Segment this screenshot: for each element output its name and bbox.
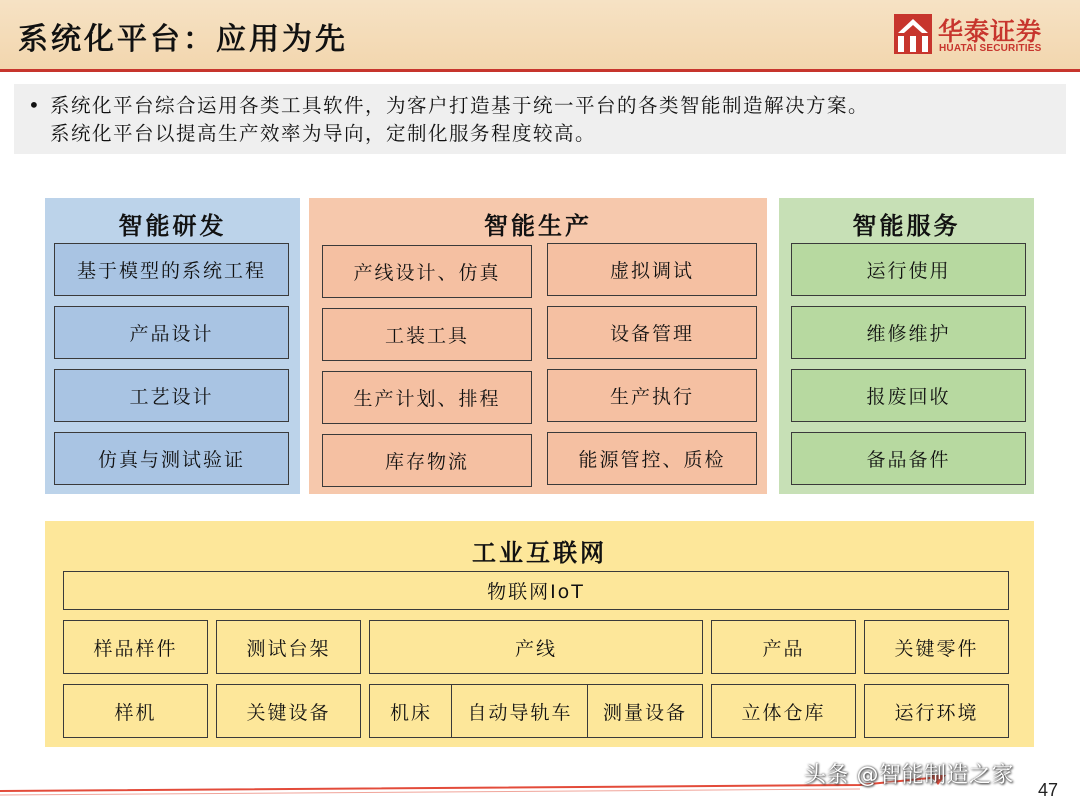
production-item: 能源管控、质检 xyxy=(547,432,757,485)
panel-smart-service xyxy=(779,198,1034,494)
panel-smart-production xyxy=(309,198,767,494)
iiot-row1-item: 产线 xyxy=(369,620,703,674)
intro-box xyxy=(14,84,1066,154)
iiot-row1-item: 产品 xyxy=(711,620,856,674)
production-item: 产线设计、仿真 xyxy=(322,245,532,298)
slide-header xyxy=(0,0,1080,72)
iot-bar: 物联网IoT xyxy=(63,571,1009,610)
service-item: 备品备件 xyxy=(791,432,1026,485)
panel-smart-rd xyxy=(45,198,300,494)
production-item: 虚拟调试 xyxy=(547,243,757,296)
production-item: 库存物流 xyxy=(322,434,532,487)
slide-title: 系统化平台：应用为先 xyxy=(18,22,348,57)
rd-item: 基于模型的系统工程 xyxy=(54,243,289,296)
production-item: 生产计划、排程 xyxy=(322,371,532,424)
logo-english-name: HUATAI SECURITIES xyxy=(939,43,1042,54)
intro-line-2: 系统化平台以提高生产效率为导向，定制化服务程度较高。 xyxy=(50,122,597,145)
iiot-row2-item: 测量设备 xyxy=(587,684,703,738)
production-item: 工装工具 xyxy=(322,308,532,361)
panel-industrial-internet xyxy=(45,521,1034,747)
iiot-row2-item: 立体仓库 xyxy=(711,684,856,738)
rd-item: 产品设计 xyxy=(54,306,289,359)
rd-item: 工艺设计 xyxy=(54,369,289,422)
iiot-row2-item: 机床 xyxy=(369,684,453,738)
iiot-row1-item: 样品样件 xyxy=(63,620,208,674)
watermark-text: 头条 @智能制造之家 xyxy=(804,763,1014,788)
iiot-row2-item: 关键设备 xyxy=(216,684,361,738)
page-number: 47 xyxy=(1038,780,1059,800)
service-item: 运行使用 xyxy=(791,243,1026,296)
iiot-row2-item: 运行环境 xyxy=(864,684,1009,738)
panel-smart-rd-title: 智能研发 xyxy=(118,211,227,240)
panel-smart-service-title: 智能服务 xyxy=(852,211,961,240)
production-item: 生产执行 xyxy=(547,369,757,422)
iiot-row2-item: 样机 xyxy=(63,684,208,738)
iiot-row1-item: 测试台架 xyxy=(216,620,361,674)
bullet-icon: • xyxy=(28,93,42,117)
rd-item: 仿真与测试验证 xyxy=(54,432,289,485)
intro-line-1: 系统化平台综合运用各类工具软件，为客户打造基于统一平台的各类智能制造解决方案。 xyxy=(50,94,870,117)
service-item: 报废回收 xyxy=(791,369,1026,422)
panel-smart-production-title: 智能生产 xyxy=(484,211,592,240)
iiot-row1-item: 关键零件 xyxy=(864,620,1009,674)
production-item: 设备管理 xyxy=(547,306,757,359)
huatai-logo xyxy=(894,12,1064,58)
service-item: 维修维护 xyxy=(791,306,1026,359)
logo-chinese-name: 华泰证券 xyxy=(938,17,1043,46)
huatai-logo-icon xyxy=(894,14,932,54)
panel-industrial-internet-title: 工业互联网 xyxy=(472,538,607,567)
iiot-row2-item: 自动导轨车 xyxy=(451,684,589,738)
